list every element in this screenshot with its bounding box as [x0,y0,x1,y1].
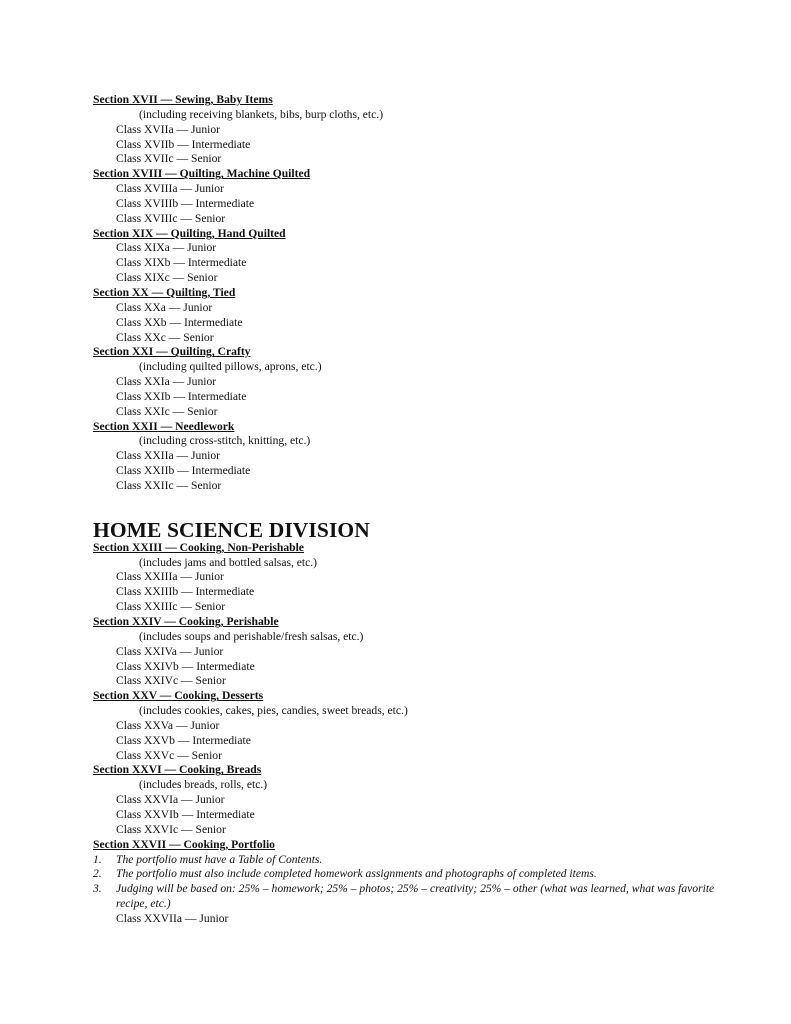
portfolio-rules-list [93,853,733,912]
section-title: Section XXIII — Cooking, Non-Perishable [93,540,304,554]
section-title: Section XVII — Sewing, Baby Items [93,93,273,106]
class-item: Class XXIIIb — Intermediate [116,585,255,599]
section-title: Section XXII — Needlework [93,419,235,433]
class-item: Class XXIIa — Junior [116,449,221,463]
section-xix [93,227,733,286]
rule-number: 1. [93,852,102,866]
class-item: Class XXa — Junior [116,300,213,314]
document-page [93,93,733,927]
section-title: Section XXI — Quilting, Crafty [93,345,251,359]
section-note: (including cross-stitch, knitting, etc.) [139,434,311,448]
class-item: Class XVIIb — Intermediate [116,137,251,151]
section-note: (includes jams and bottled salsas, etc.) [139,555,318,569]
rule-item [93,867,716,882]
class-item: Class XVIIa — Junior [116,122,221,136]
section-xxiv [93,615,733,689]
class-item: Class XXIa — Junior [116,375,217,389]
class-item: Class XXVc — Senior [116,748,222,762]
division-heading: HOME SCIENCE DIVISION [93,517,370,542]
section-note: (includes breads, rolls, etc.) [139,778,268,792]
section-title: Section XVIII — Quilting, Machine Quilted [93,167,311,181]
section-xxvi [93,763,733,837]
rule-text: The portfolio must have a Table of Contents. [116,852,323,866]
class-item: Class XXIb — Intermediate [116,389,247,403]
class-item: Class XXc — Senior [116,330,214,344]
section-xxvii [93,838,733,927]
section-title: Section XX — Quilting, Tied [93,285,236,299]
class-item: Class XXIVb — Intermediate [116,659,255,673]
section-note: (includes soups and perishable/fresh salsas, etc.) [139,629,364,643]
class-item: Class XXIIIc — Senior [116,600,226,614]
class-item: Class XXVb — Intermediate [116,733,251,747]
section-note: (including quilted pillows, aprons, etc.) [139,360,322,374]
section-note: (including receiving blankets, bibs, burp cloths, etc.) [139,107,384,121]
section-note: (includes cookies, cakes, pies, candies, sweet breads, etc.) [139,704,408,718]
class-item: Class XIXa — Junior [116,241,217,255]
rule-number: 2. [93,867,102,881]
section-title: Section XXVII — Cooking, Portfolio [93,837,275,851]
class-item: Class XVIIc — Senior [116,152,222,166]
section-xxiii [93,541,733,615]
class-item: Class XXVIa — Junior [116,793,225,807]
rule-text: The portfolio must also include completed homework assignments and photographs of completed items. [116,867,597,881]
class-item: Class XXVIIa — Junior [116,911,229,925]
section-xxii [93,420,733,494]
section-title: Section XXV — Cooking, Desserts [93,689,264,703]
section-xxi [93,345,733,419]
rule-number: 3. [93,882,102,896]
class-item: Class XXIVa — Junior [116,644,224,658]
class-item: Class XXVa — Junior [116,718,220,732]
rule-item [93,853,716,868]
class-item: Class XXIIIa — Junior [116,570,224,584]
class-item: Class XXVIc — Senior [116,822,226,836]
class-item: Class XXIIb — Intermediate [116,464,251,478]
class-item: Class XXIIc — Senior [116,478,222,492]
section-xxv [93,689,733,763]
rule-item [93,882,716,912]
class-item: Class XXIVc — Senior [116,674,226,688]
section-title: Section XXIV — Cooking, Perishable [93,615,279,628]
rule-text: Judging will be based on: 25% – homework; 25% – photos; 25% – creativity; 25% – other (what was learned, what was favorite recipe, etc.) [116,882,715,911]
class-item: Class XIXb — Intermediate [116,256,247,270]
class-item: Class XVIIIb — Intermediate [116,196,255,210]
class-item: Class XIXc — Senior [116,271,218,285]
section-xviii [93,167,733,226]
class-item: Class XXVIb — Intermediate [116,807,255,821]
section-title: Section XXVI — Cooking, Breads [93,763,262,777]
class-item: Class XVIIIc — Senior [116,211,226,225]
section-xx [93,286,733,345]
class-item: Class XXb — Intermediate [116,315,243,329]
class-item: Class XXIc — Senior [116,404,218,418]
section-xvii [93,93,733,167]
class-item: Class XVIIIa — Junior [116,182,224,196]
section-title: Section XIX — Quilting, Hand Quilted [93,226,286,240]
